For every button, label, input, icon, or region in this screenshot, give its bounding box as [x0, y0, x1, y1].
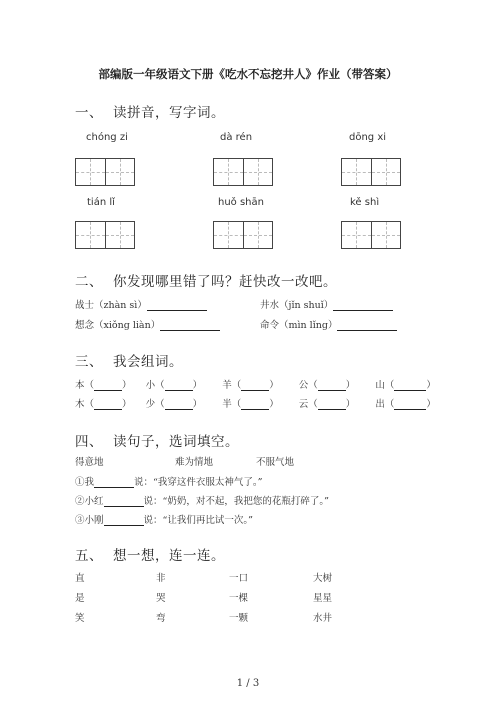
answer-blank[interactable] [94, 477, 134, 488]
word-option: 得意地 [75, 457, 104, 468]
pinyin-label: chóng zi [86, 132, 128, 143]
zuci-char: 小（ [145, 380, 165, 391]
answer-blank[interactable] [241, 380, 269, 391]
section-number: 二、 [75, 274, 103, 290]
paren-close: ） [426, 380, 436, 391]
match-item[interactable]: 水井 [313, 613, 333, 624]
sentence-item [75, 512, 253, 526]
answer-blank[interactable] [94, 399, 122, 410]
error-text: 井水（jǐn shuǐ） [260, 300, 334, 311]
match-item[interactable]: 笑 [75, 613, 85, 624]
answer-blank[interactable] [337, 320, 397, 331]
answer-blank[interactable] [104, 496, 144, 507]
pinyin-label: dà rén [220, 132, 253, 143]
section-4-heading [75, 430, 239, 450]
match-item[interactable]: 一口 [229, 573, 249, 584]
answer-blank[interactable] [333, 300, 393, 311]
match-item[interactable]: 一颗 [229, 613, 249, 624]
word-option: 不服气地 [256, 457, 295, 468]
sentence-text: 说：“奶奶，对不起，我把您的花瓶打碎了。” [143, 496, 329, 507]
match-item[interactable]: 哭 [156, 593, 166, 604]
pinyin-label: kě shì [350, 197, 380, 208]
answer-blank[interactable] [318, 380, 346, 391]
pinyin-label: huǒ shān [218, 197, 264, 208]
writing-grid[interactable] [213, 158, 273, 186]
section-text: 读拼音，写字词。 [113, 105, 225, 121]
sentence-text: 说：“我穿这件衣服太神气了。” [134, 477, 263, 488]
zuci-char: 山（ [375, 380, 395, 391]
zuci-char: 羊（ [222, 380, 242, 391]
answer-blank[interactable] [241, 399, 269, 410]
answer-blank[interactable] [147, 300, 207, 311]
section-number: 一、 [75, 105, 103, 121]
paren-close: ） [426, 399, 436, 410]
section-text: 你发现哪里错了吗？赶快改一改吧。 [113, 274, 337, 290]
zuci-char: 本（ [75, 380, 95, 391]
sentence-text: 说：“让我们再比试一次。” [143, 515, 253, 526]
zuci-char: 半（ [222, 399, 242, 410]
error-text: 命令（mìn lǐng） [260, 320, 338, 331]
section-number: 三、 [75, 354, 103, 370]
section-text: 读句子，选词填空。 [113, 434, 239, 450]
match-item[interactable]: 一棵 [229, 593, 249, 604]
paren-close: ） [122, 399, 132, 410]
writing-grid[interactable] [75, 221, 135, 249]
section-text: 我会组词。 [113, 354, 183, 370]
zuci-char: 公（ [298, 380, 318, 391]
writing-grid[interactable] [75, 158, 135, 186]
pinyin-label: dōng xi [349, 132, 387, 143]
answer-blank[interactable] [394, 380, 426, 391]
sentence-subject: ①我 [75, 477, 95, 488]
paren-close: ） [345, 399, 356, 410]
section-3-heading [75, 350, 183, 370]
match-item[interactable]: 直 [75, 573, 85, 584]
error-text: 想念（xiǒng liàn） [75, 320, 161, 331]
page-number: 1 / 3 [236, 678, 260, 689]
writing-grid[interactable] [213, 221, 273, 249]
section-2-heading [75, 270, 337, 290]
zuci-row [75, 377, 436, 391]
word-option: 难为情地 [175, 457, 214, 468]
zuci-char: 木（ [75, 399, 95, 410]
match-item[interactable]: 弯 [156, 613, 166, 624]
paren-close: ） [192, 380, 203, 391]
sentence-subject: ③小刚 [75, 515, 104, 526]
zuci-char: 出（ [375, 399, 395, 410]
page-title: 部编版一年级语文下册《吃水不忘挖井人》作业（带答案） [98, 67, 398, 81]
writing-grid[interactable] [341, 221, 401, 249]
error-item [75, 317, 220, 331]
zuci-char: 云（ [298, 399, 318, 410]
answer-blank[interactable] [104, 515, 144, 526]
answer-blank[interactable] [165, 380, 193, 391]
paren-close: ） [269, 380, 279, 391]
pinyin-label: tián lǐ [87, 197, 115, 208]
writing-grid[interactable] [341, 158, 401, 186]
paren-close: ） [345, 380, 356, 391]
section-5-heading [75, 544, 225, 564]
answer-blank[interactable] [94, 380, 122, 391]
answer-blank[interactable] [160, 320, 220, 331]
error-item [260, 297, 393, 311]
paren-close: ） [269, 399, 279, 410]
paren-close: ） [192, 399, 203, 410]
paren-close: ） [122, 380, 132, 391]
zuci-char: 少（ [145, 399, 165, 410]
error-item [260, 317, 397, 331]
match-item[interactable]: 大树 [313, 573, 333, 584]
match-item[interactable]: 非 [156, 573, 166, 584]
section-1-heading [75, 101, 225, 121]
answer-blank[interactable] [165, 399, 193, 410]
section-number: 四、 [75, 434, 103, 450]
section-text: 想一想，连一连。 [113, 548, 225, 564]
match-item[interactable]: 星星 [313, 593, 333, 604]
answer-blank[interactable] [394, 399, 426, 410]
error-item [75, 297, 207, 311]
section-number: 五、 [75, 548, 103, 564]
sentence-item [75, 493, 329, 507]
error-text: 战士（zhàn sì） [75, 300, 147, 311]
answer-blank[interactable] [318, 399, 346, 410]
sentence-item [75, 474, 262, 488]
match-item[interactable]: 是 [75, 593, 85, 604]
sentence-subject: ②小红 [75, 496, 104, 507]
zuci-row [75, 396, 436, 410]
